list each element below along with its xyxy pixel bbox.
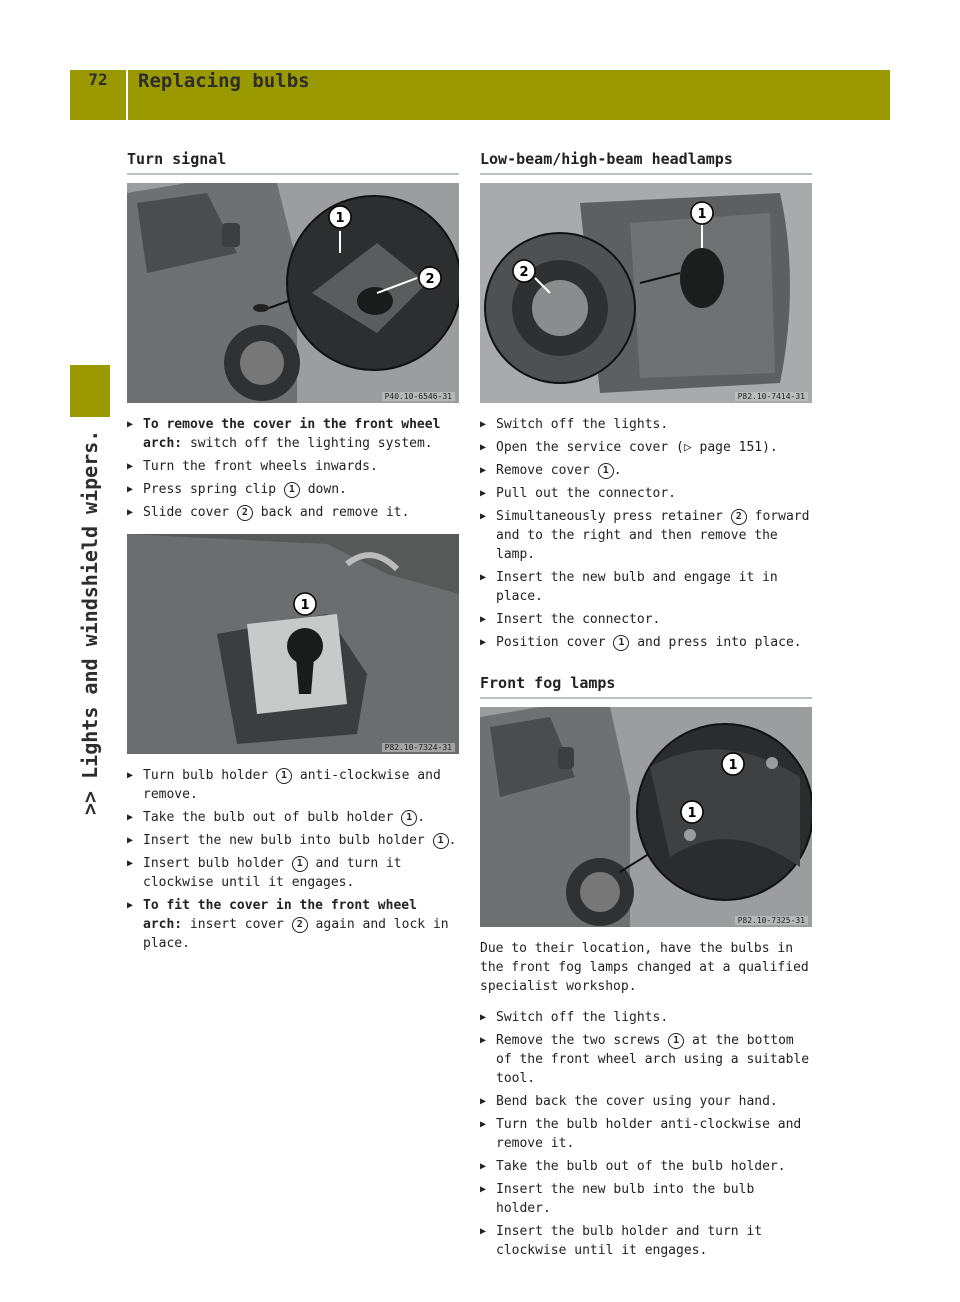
svg-text:1: 1 — [728, 758, 738, 773]
chapter-tab — [70, 365, 110, 417]
headlamp-steps — [480, 415, 812, 652]
callout-badge: 1 — [598, 463, 614, 479]
section-title-turn-signal: Turn signal — [127, 150, 459, 175]
callout-badge: 1 — [613, 635, 629, 651]
fog-lamp-intro: Due to their location, have the bulbs in the front fog lamps changed at a qualified specialist workshop. — [480, 941, 809, 994]
section-title-headlamps: Low-beam/high-beam headlamps — [480, 150, 812, 175]
list-item: ▶ Insert the new bulb into the bulb holder. — [480, 1180, 812, 1218]
bulb-holder-illustration — [127, 534, 459, 754]
list-item: ▶ Simultaneously press retainer 2 forward and to the right and then remove the lamp. — [480, 507, 812, 564]
callout-badge: 1 — [284, 482, 300, 498]
callout-badge: 2 — [731, 509, 747, 525]
svg-text:1: 1 — [335, 211, 345, 226]
figure-code: P82.10-7324-31 — [382, 743, 455, 752]
list-item: ▶ Turn the bulb holder anti-clockwise and remove it. — [480, 1115, 812, 1153]
list-item: ▶ Position cover 1 and press into place. — [480, 633, 812, 652]
list-item: ▶ To remove the cover in the front wheel arch: switch off the lighting system. — [127, 415, 459, 453]
list-item: ▶ Insert the bulb holder and turn it clockwise until it engages. — [480, 1222, 812, 1260]
list-item: ▶ Insert the new bulb and engage it in place. — [480, 568, 812, 606]
figure-code: P82.10-7414-31 — [735, 392, 808, 401]
list-item: ▶ Switch off the lights. — [480, 1008, 812, 1027]
turn-signal-removal-steps — [127, 415, 459, 522]
list-item: ▶ Insert bulb holder 1 and turn it clockwise until it engages. — [127, 854, 459, 892]
turn-signal-bulb-steps — [127, 766, 459, 953]
list-item: ▶ Take the bulb out of bulb holder 1 . — [127, 808, 459, 827]
section-title-fog-lamps: Front fog lamps — [480, 674, 812, 699]
figure-code: P82.10-7325-31 — [735, 916, 808, 925]
callout-badge: 1 — [433, 833, 449, 849]
figure-turn-signal-bulb-holder — [127, 534, 459, 754]
svg-text:2: 2 — [425, 272, 435, 287]
callout-badge: 2 — [292, 917, 308, 933]
list-item: ▶ Take the bulb out of the bulb holder. — [480, 1157, 812, 1176]
callout-badge: 1 — [401, 810, 417, 826]
svg-text:1: 1 — [300, 598, 310, 613]
list-item: ▶ Open the service cover (▷ page 151). — [480, 438, 812, 457]
svg-text:2: 2 — [519, 265, 529, 280]
list-item: ▶ Pull out the connector. — [480, 484, 812, 503]
callout-badge: 1 — [292, 856, 308, 872]
chapter-label: >> Lights and windshield wipers. — [78, 429, 102, 815]
list-item: ▶ Turn bulb holder 1 anti-clockwise and remove. — [127, 766, 459, 804]
figure-turn-signal-cover — [127, 183, 459, 403]
page-number: 72 — [70, 70, 128, 120]
svg-text:1: 1 — [687, 806, 697, 821]
list-item: ▶ Press spring clip 1 down. — [127, 480, 459, 499]
list-item: ▶ Bend back the cover using your hand. — [480, 1092, 812, 1111]
page-title: Replacing bulbs — [138, 70, 310, 92]
callout-badge: 2 — [237, 505, 253, 521]
svg-text:1: 1 — [697, 207, 707, 222]
headlamp-illustration — [480, 183, 812, 403]
fog-lamp-steps — [480, 1008, 812, 1260]
list-item: ▶ Insert the new bulb into bulb holder 1 . — [127, 831, 459, 850]
left-column — [127, 150, 459, 957]
callout-badge: 1 — [668, 1033, 684, 1049]
right-column — [480, 150, 812, 1264]
list-item: ▶ To fit the cover in the front wheel arch: insert cover 2 again and lock in place. — [127, 896, 459, 953]
car-front-wheel-illustration — [127, 183, 459, 403]
fog-lamp-illustration — [480, 707, 812, 927]
figure-code: P40.10-6546-31 — [382, 392, 455, 401]
callout-badge: 1 — [276, 768, 292, 784]
list-item: ▶ Insert the connector. — [480, 610, 812, 629]
list-item: ▶ Turn the front wheels inwards. — [127, 457, 459, 476]
list-item: ▶ Remove cover 1 . — [480, 461, 812, 480]
figure-fog-lamp — [480, 707, 812, 927]
list-item: ▶ Remove the two screws 1 at the bottom of the front wheel arch using a suitable tool. — [480, 1031, 812, 1088]
figure-headlamp — [480, 183, 812, 403]
list-item: ▶ Slide cover 2 back and remove it. — [127, 503, 459, 522]
list-item: ▶ Switch off the lights. — [480, 415, 812, 434]
